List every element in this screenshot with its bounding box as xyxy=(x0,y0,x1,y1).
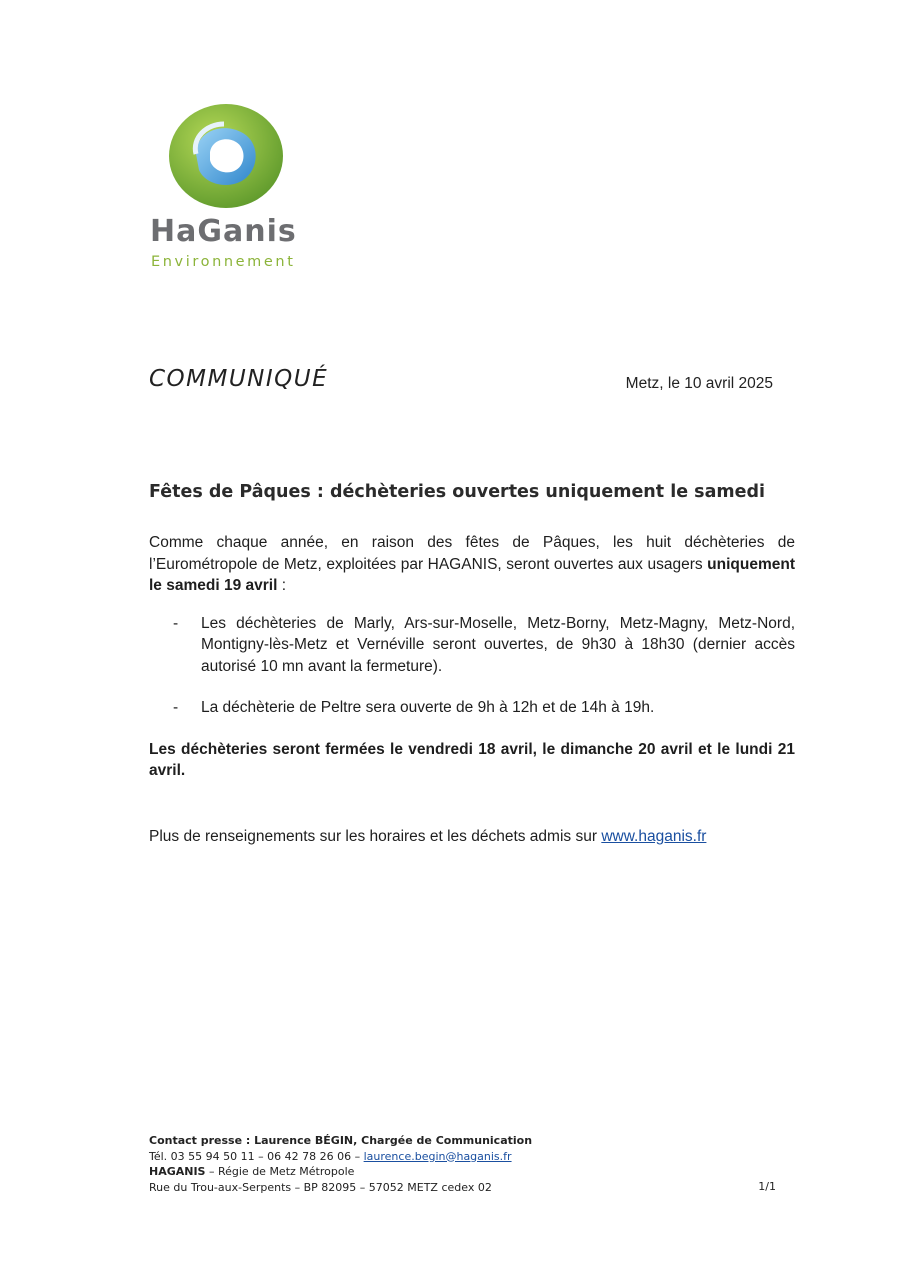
more-info-text: Plus de renseignements sur les horaires et les déchets admis sur xyxy=(149,827,602,845)
schedule-list xyxy=(149,613,795,719)
intro-paragraph xyxy=(149,532,795,597)
closing-paragraph: Les déchèteries seront fermées le vendredi 18 avril, le dimanche 20 avril et le lundi 21 avril. xyxy=(149,740,795,779)
intro-after: : xyxy=(277,577,287,594)
more-info-paragraph xyxy=(149,826,795,848)
website-link[interactable]: www.haganis.fr xyxy=(601,827,707,845)
intro-emphasis: uniquement le samedi 19 avril xyxy=(149,555,795,594)
contact-phone-line xyxy=(149,1149,779,1165)
list-item-text: La déchèterie de Peltre sera ouverte de 9h à 12h et de 14h à 19h. xyxy=(201,699,655,716)
list-item-text: Les déchèteries de Marly, Ars-sur-Moselle, Metz-Borny, Metz-Magny, Metz-Nord, Montigny-lès-Metz et Vernéville seront ouvertes, de 9h30 à 18h30 (dernier accès autorisé 10 mn avant la fermeture). xyxy=(201,614,795,675)
org-name: HAGANIS xyxy=(149,1165,206,1179)
haganis-logo-mark-icon xyxy=(166,102,284,210)
footer xyxy=(149,1133,779,1195)
email-link[interactable]: laurence.begin@haganis.fr xyxy=(363,1149,512,1163)
contact-label-text: Contact presse : Laurence BÉGIN, Chargée de Communication xyxy=(149,1134,533,1147)
org-desc: – Régie de Metz Métropole xyxy=(205,1165,355,1179)
haganis-logo xyxy=(150,102,320,272)
contact-label xyxy=(149,1133,779,1149)
page-title: Fêtes de Pâques : déchèteries ouvertes uniquement le samedi xyxy=(149,482,766,502)
intro-text: Comme chaque année, en raison des fêtes de Pâques, les huit déchèteries de l’Eurométropole de Metz, exploitées par HAGANIS, seront ouvertes aux usagers xyxy=(149,534,795,573)
page-number: 1/1 xyxy=(758,1180,776,1193)
logo-subtitle: Environnement xyxy=(151,254,296,270)
address-line: Rue du Trou-aux-Serpents – BP 82095 – 57052 METZ cedex 02 xyxy=(149,1180,492,1194)
list-dash: - xyxy=(173,614,179,632)
communique-heading: COMMUNIQUÉ xyxy=(149,366,329,392)
list-item xyxy=(149,697,795,719)
org-line xyxy=(149,1164,779,1180)
date-line: Metz, le 10 avril 2025 xyxy=(625,375,773,392)
list-item xyxy=(149,613,795,678)
logo-wordmark: HaGanis xyxy=(150,214,297,249)
main-content xyxy=(149,532,795,847)
list-dash: - xyxy=(173,699,179,716)
phone-text: Tél. 03 55 94 50 11 – 06 42 78 26 06 – xyxy=(149,1149,364,1163)
